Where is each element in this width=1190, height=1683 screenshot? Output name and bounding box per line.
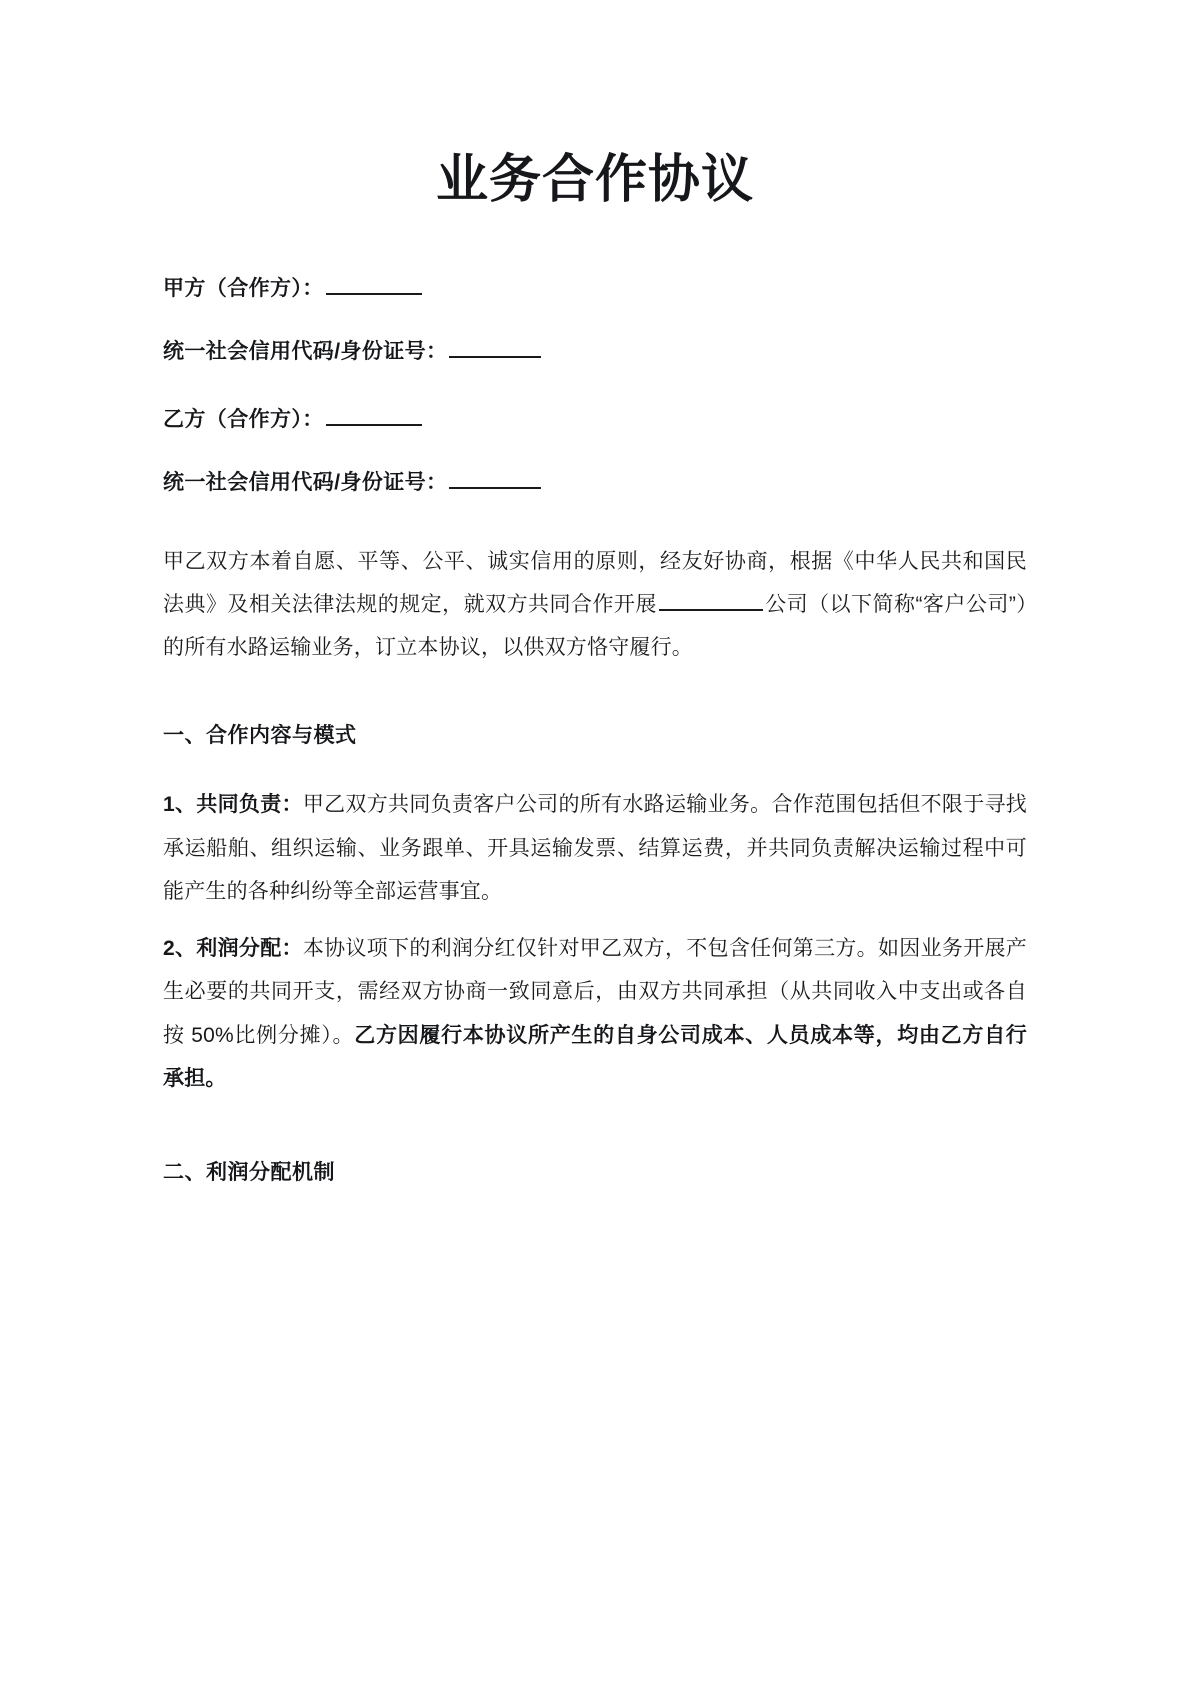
preamble-text-part-1: 甲乙双方本着自愿、平等、公平、诚实信用的原则，经友好协商，根据《中华人民共和国民法典》及相关法律法规的规定，就双方共同合作开展 (163, 549, 1027, 616)
party-a-id-field (163, 334, 1027, 369)
clause-1-2-label: 2、利润分配： (163, 937, 303, 961)
party-b-name-label: 乙方（合作方）： (163, 408, 324, 432)
party-b-id-input[interactable] (449, 465, 541, 489)
party-a-name-label: 甲方（合作方）： (163, 277, 324, 301)
preamble-paragraph (163, 540, 1027, 670)
party-a-name-field (163, 271, 1027, 306)
section-heading-1: 一、合作内容与模式 (163, 724, 357, 748)
party-b-id-field (163, 465, 1027, 500)
party-b-name-input[interactable] (326, 402, 422, 426)
preamble-company-input[interactable] (659, 587, 763, 611)
party-a-id-label: 统一社会信用代码/身份证号： (163, 339, 448, 363)
clause-1-1-label: 1、共同负责： (163, 793, 303, 817)
party-b-name-field (163, 402, 1027, 437)
section-heading-2: 二、利润分配机制 (163, 1161, 335, 1185)
clause-1-2 (163, 927, 1027, 1100)
page-title: 业务合作协议 (435, 151, 754, 209)
preamble-text-part-2: 公司（以下简称“客户公司”）的所有水路运输业务，订立本协议，以供双方恪守履行。 (163, 592, 1027, 660)
party-a-id-input[interactable] (449, 334, 541, 358)
parties-block (163, 271, 1027, 500)
clause-1-1 (163, 783, 1027, 913)
clause-1-1-text: 甲乙双方共同负责客户公司的所有水路运输业务。合作范围包括但不限于寻找承运船舶、组织运输、业务跟单、开具运输发票、结算运费，并共同负责解决运输过程中可能产生的各种纠纷等全部运营事宜。 (163, 793, 1027, 903)
clause-1-2-emphasis: 乙方因履行本协议所产生的自身公司成本、人员成本等，均由乙方自行承担。 (163, 1023, 1027, 1090)
clause-1-2-text: 本协议项下的利润分红仅针对甲乙双方，不包含任何第三方。如因业务开展产生必要的共同开支，需经双方协商一致同意后，由双方共同承担（从共同收入中支出或各自按 50%比例分摊）。 (163, 937, 1027, 1047)
party-b-id-label: 统一社会信用代码/身份证号： (163, 470, 448, 494)
party-a-name-input[interactable] (326, 271, 422, 295)
